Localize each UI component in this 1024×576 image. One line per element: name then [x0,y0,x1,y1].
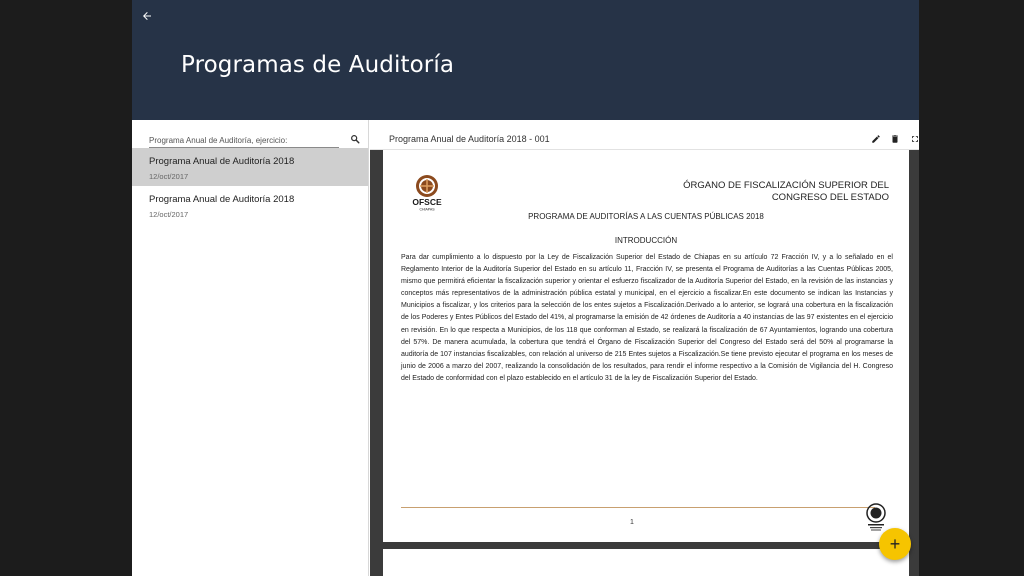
document-panel [370,120,919,576]
app-header [132,0,919,120]
ofsce-logo [407,172,447,212]
add-button[interactable]: + [879,528,911,560]
back-button[interactable] [136,5,158,27]
footer-divider [401,507,875,508]
delete-icon[interactable] [890,134,900,144]
pdf-viewer[interactable] [370,150,919,576]
edit-icon[interactable] [871,134,881,144]
list-item-title: Programa Anual de Auditoría 2018 [149,156,295,167]
list-item-date: 12/oct/2017 [149,210,189,219]
search-icon[interactable] [350,134,360,144]
list-item[interactable] [132,148,368,186]
document-title: Programa Anual de Auditoría 2018 - 001 [389,134,550,144]
search-input[interactable] [149,131,339,148]
organization-name: ÓRGANO DE FISCALIZACIÓN SUPERIOR DEL CONGRESO DEL ESTADO [683,180,889,203]
document-toolbar [370,120,919,150]
pdf-page [383,549,909,576]
list-item[interactable] [132,186,368,224]
fullscreen-icon[interactable] [910,134,919,144]
svg-text:OFSCE: OFSCE [412,197,442,207]
search-field[interactable] [149,130,339,148]
svg-text:CHIAPAS: CHIAPAS [419,207,435,212]
program-list-panel [132,120,369,576]
certification-seal-icon [865,502,887,532]
list-item-title: Programa Anual de Auditoría 2018 [149,194,295,205]
page-title: Programas de Auditoría [181,52,455,78]
page-number: 1 [630,519,634,526]
program-title: PROGRAMA DE AUDITORÍAS A LAS CUENTAS PÚBLICAS 2018 [528,212,764,221]
program-list [132,148,368,224]
introduction-heading: INTRODUCCIÓN [614,236,678,245]
introduction-text: Para dar cumplimiento a lo dispuesto por la Ley de Fiscalización Superior del Estado de Chiapas en su artículo 72 Fracción IV, y a lo señalado en el Reglamento Interior de la Auditoría Superior del Estado en su artículo 11, Fracción IV, se presenta el Programa de Auditorías a las Cuentas Públicas 2005, mismo que permitirá eficientar la fiscalización superior y orientar el esfuerzo fiscalizador de la Auditoría Superior del Estado, en la revisión de las instancias y conceptos más representativos de la administración pública estatal y municipal, en el ejercicio a fiscalizar.En este documento se indican las Instancias y Municipios a fiscalizar, y los criterios para la selección de los entes sujetos a Fiscalización.Derivado a lo anterior, se logrará una cobertura en la fiscalización de los Poderes y Entes Públicos del Estado del 41%, al programarse la emisión de 42 órdenes de Auditoría a 40 instancias de las 97 existentes en el ejercicio en revisión. En lo que respecta a Municipios, de los 118 que conforman al Estado, se realizará la fiscalización de 67 Ayuntamientos, logrando una cobertura del 57%. De manera acumulada, la cobertura que tendrá el Órgano de Fiscalización Superior del Congreso del Estado será del 50% al programarse la auditoría de 107 instancias fiscalizables, con relación al universo de 215 Entes sujetos a Fiscalización.Se tiene previsto ejecutar el programa en los meses de junio de 2006 a marzo del 2007, realizando la consolidación de los resultados, para rendir el informe respectivo a la Comisión de Vigilancia del H. Congreso del Estado de conformidad con el plazo establecido en el artículo 31 de la ley de Fiscalización Superior del Estado. [401,254,893,382]
arrow-left-icon [141,10,153,22]
pdf-page [383,150,909,542]
list-item-date: 12/oct/2017 [149,172,189,181]
app-window [132,0,919,576]
